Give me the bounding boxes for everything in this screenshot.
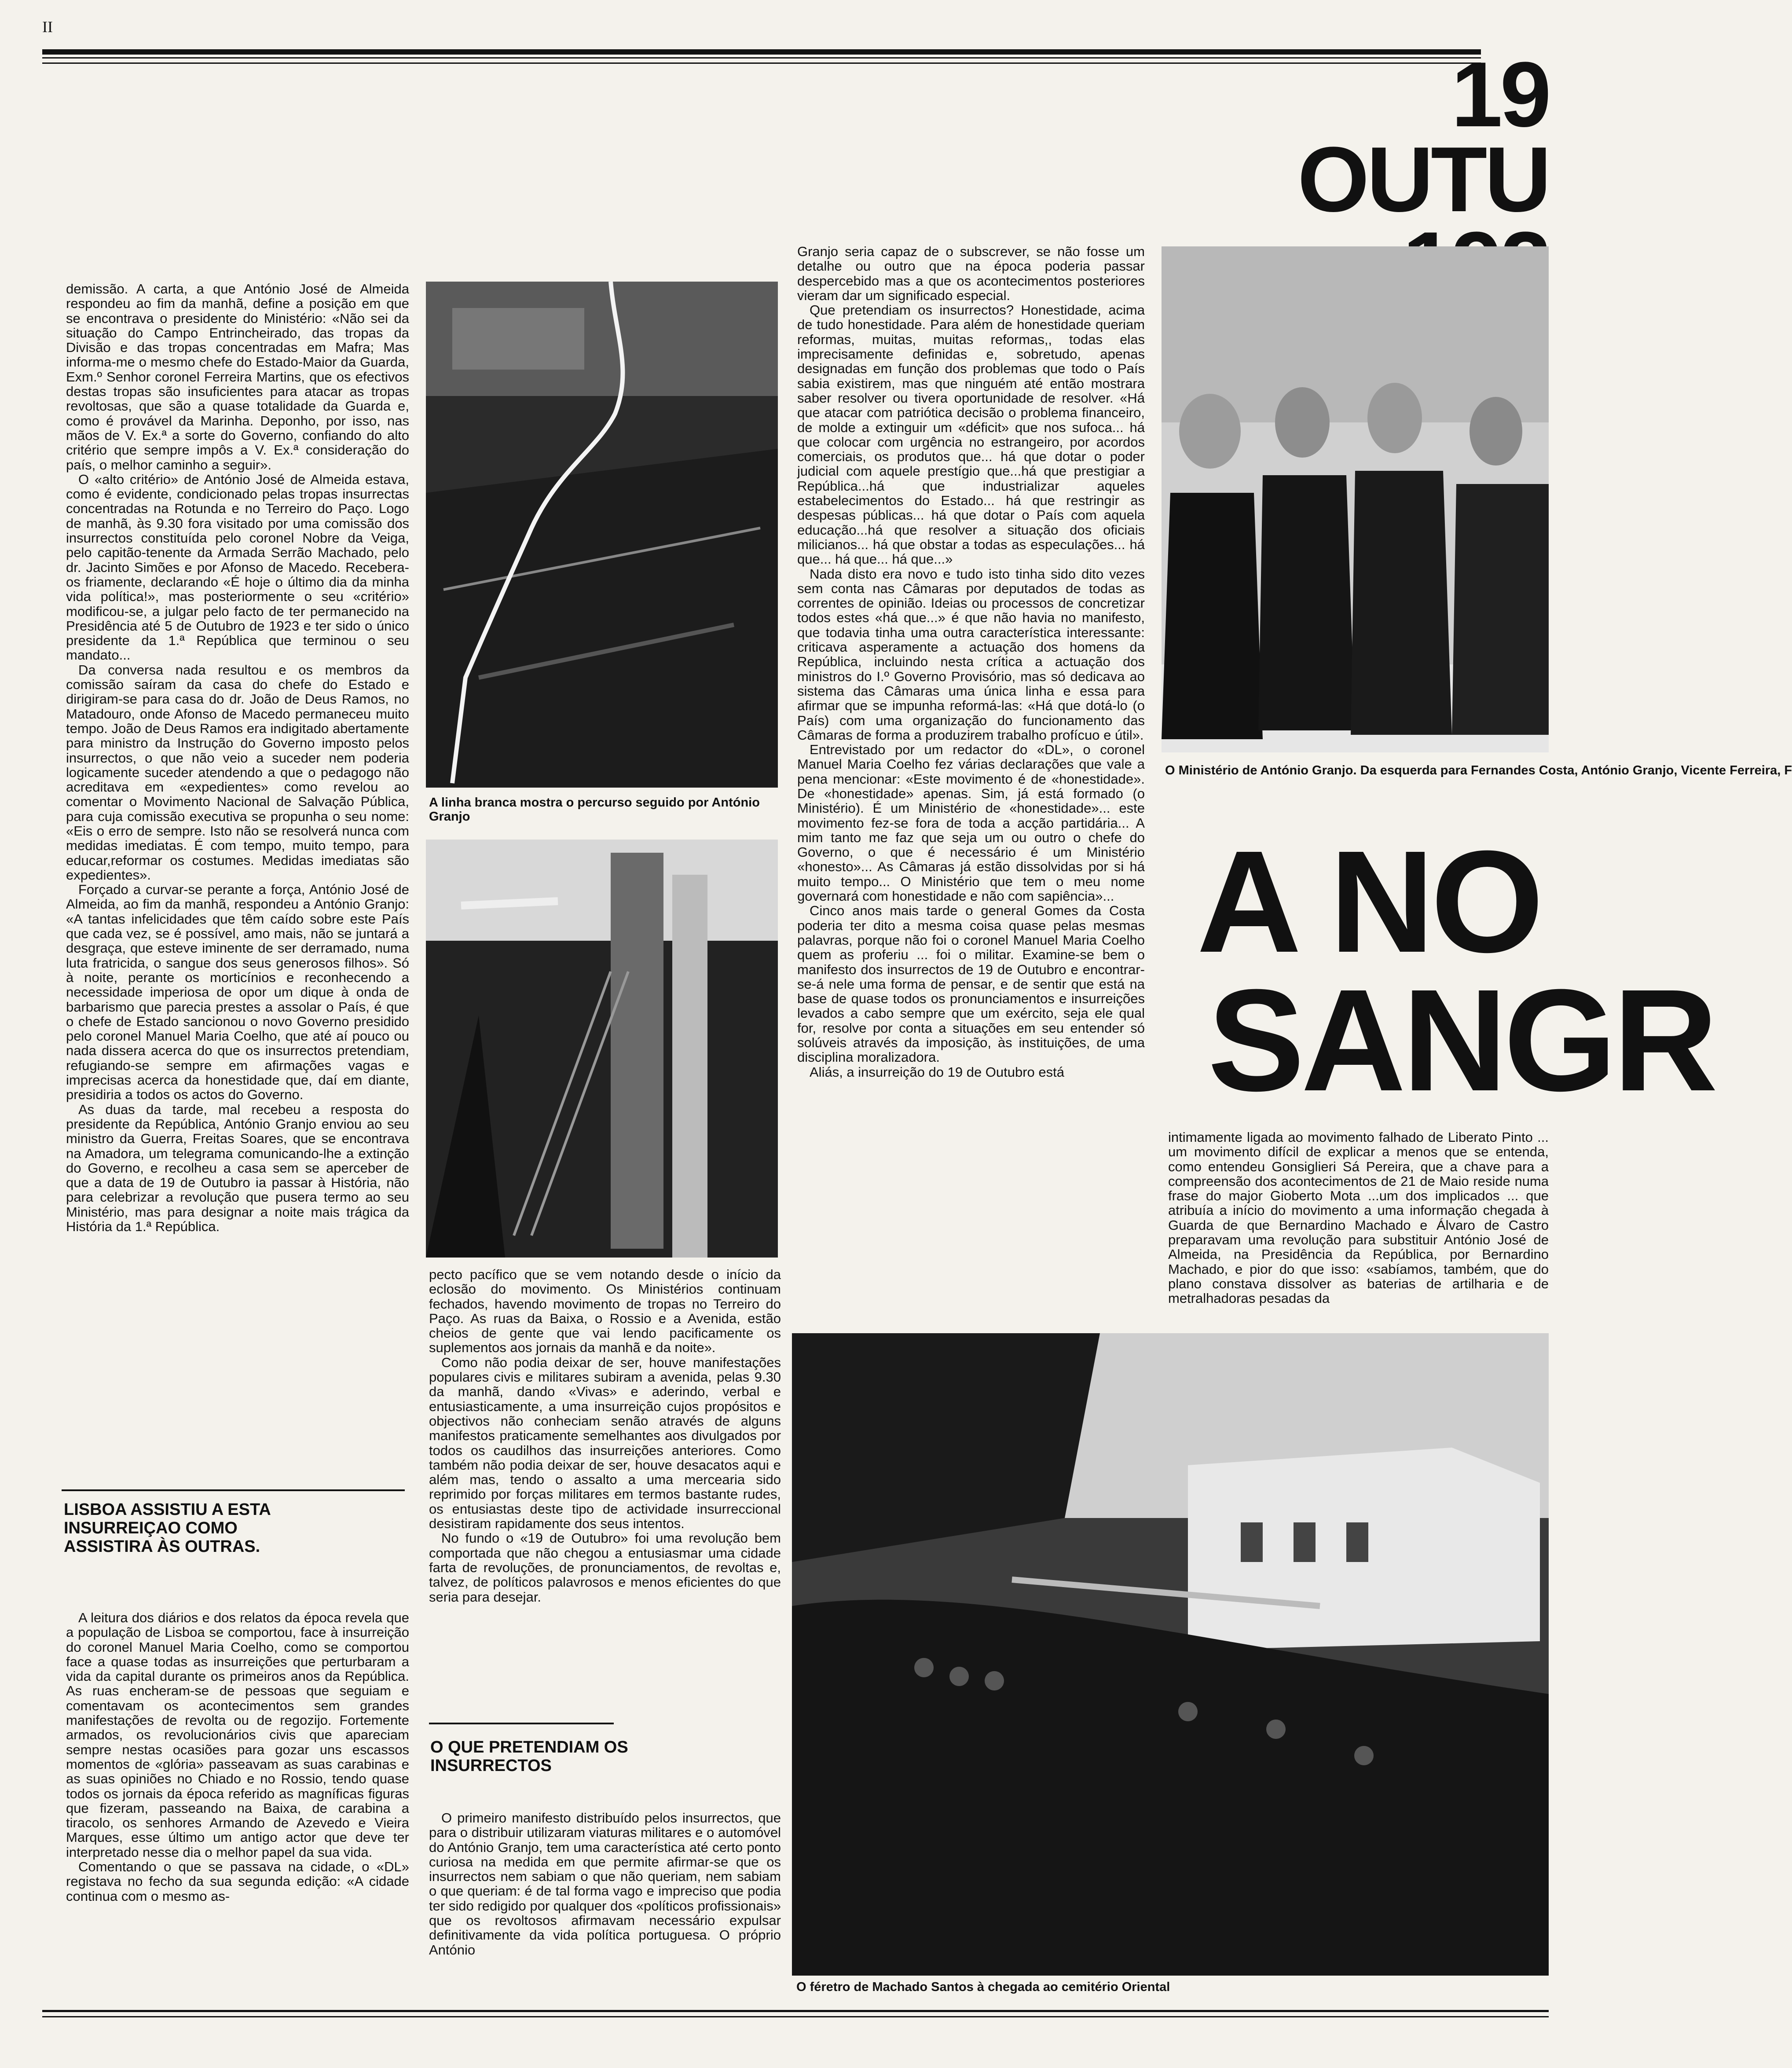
paragraph: A leitura dos diários e dos relatos da época revela que a população de Lisboa se comportou, face à insurreição do coronel Manuel Maria Coelho, como se comportou face a quase todas as insurreições que perturbaram a vida da capital durante os primeiros anos da República. As ruas encheram-se de pessoas que seguiam e comentavam os acontecimentos sem grandes manifestações de revolta ou de regozijo. Fortemente armados, os revolucionários civis que apareciam sempre nestas ocasiões para gozar uns escassos momentos de «glória» passeavam as suas carabinas e as suas opiniões no Chiado e no Rossio, tendo quase todos os jornais da época referido as magníficas figuras que fizeram, passeando na Baixa, de carabina a tiracolo, os senhores Armando de Azevedo e Vieira Marques, esse último um antigo actor que deve ter interpretado nesse dia o melhor papel da sua vida. <box>66 1610 409 1860</box>
caption-funeral: O féretro de Machado Santos à chegada ao cemitério Oriental <box>796 1980 1170 1994</box>
paragraph: Nada disto era novo e tudo isto tinha sido dito vezes sem conta nas Câmaras por deputados de todas as correntes de opinião. Ideias ou processos de concretizar todos estes «há que...» é que não havia no manifesto, que todavia tinha uma outra característica interessante: criticava asperamente a actuação dos homens da República, incluindo nesta crítica a actuação dos ministros do I.º Governo Provisório, mas só dedicava ao sistema das Câmaras uma única linha e essa para afirmar que se impunha reformá-las: «Há que dotá-lo (o País) com uma organização do funcionamento das Câmaras de forma a produzirem trabalho profícuo e útil». <box>797 566 1145 743</box>
bottom-rule <box>42 2010 1549 2012</box>
paragraph: demissão. A carta, a que António José de Almeida respondeu ao fim da manhã, define a posição em que se encontrava o presidente do Ministério: «Não sei da situação do Campo Entrincheirado, das tropas da Divisão e das tropas concentradas em Mafra; Mas informa-me o mesmo chefe do Estado-Maior da Guarda, Exm.º Senhor coronel Ferreira Martins, que os efectivos destas tropas são insuficientes para atacar as tropas revoltosas, que são a quase totalidade da Guarda e, como é provável da Marinha. Deponho, por isso, nas mãos de V. Ex.ª a sorte do Governo, confiando do alto critério que sempre impôs a V. Ex.ª consideração do país, o melhor caminho a seguir». <box>66 281 409 473</box>
paragraph: O primeiro manifesto distribuído pelos insurrectos, que para o distribuir utilizaram viaturas militares e o automóvel do António Granjo, tem uma característica até certo ponto curiosa na medida em que permite afirmar-se que os insurrectos nem sabiam o que não queriam, nem sabiam o que queriam: é de tal forma vago e impreciso que podia ter sido redigido por qualquer dos «políticos profissionais» que os revoltosos afirmavam necessário expulsar definitivamente da vida política portuguesa. O próprio António <box>429 1810 781 1958</box>
caption-route: A linha branca mostra o percurso seguido por António Granjo <box>429 796 760 824</box>
photo-funeral <box>792 1333 1549 1976</box>
paragraph: Comentando o que se passava na cidade, o «DL» registava no fecho da sua segunda edição: «A cidade continua com o mesmo as- <box>66 1859 409 1904</box>
photo-ministers <box>1162 246 1549 752</box>
column-2-text-b <box>429 1811 781 1998</box>
paragraph: O «alto critério» de António José de Almeida estava, como é evidente, condicionado pelas tropas insurrectas concentradas na Rotunda e no Terreiro do Paço. Logo de manhã, às 9.30 fora visitado por uma comissão dos insurrectos constituída pelo coronel Nobre da Veiga, pelo capitão-tenente da Armada Serrão Machado, pelo dr. Jacinto Simões e por Afonso de Macedo. Recebera-os friamente, declarando «É hoje o último dia da minha vida política!», mas posteriormente o seu «critério» modificou-se, a julgar pelo facto de ter permanecido na Presidência até 5 de Outubro de 1923 e ter sido o único presidente da 1.ª República que terminou o seu mandato... <box>66 471 409 663</box>
photo-stairway <box>426 840 778 1258</box>
paragraph: As duas da tarde, mal recebeu a resposta do presidente da República, António Granjo enviou ao seu ministro da Guerra, Freitas Soares, que se encontrava na Amadora, um telegrama comunicando-lhe a extinção do Governo, e recolheu a casa sem se aperceber de que a data de 19 de Outubro ia passar à História, não para celebrizar a revolução que pusera termo ao seu Ministério, mas para designar a noite mais trágica da História da 1.ª República. <box>66 1101 409 1234</box>
column-1-text-a <box>66 282 409 1333</box>
subhead-rule <box>429 1723 614 1724</box>
paragraph: Aliás, a insurreição do 19 de Outubro está <box>810 1064 1065 1080</box>
paragraph: Granjo seria capaz de o subscrever, se não fosse um detalhe ou outro que na época poderia passar despercebido mas a que os acontecimentos posteriores vieram dar um significado especial. <box>797 244 1145 303</box>
subhead-insurrectos: O QUE PRETENDIAM OS INSURRECTOS <box>430 1738 628 1775</box>
page-number: II <box>42 18 53 36</box>
paragraph: Forçado a curvar-se perante a força, António José de Almeida, ao fim da manhã, respondeu a António Granjo: «A tantas infelicidades que têm caído sobre este País que cada vez, se é possível, amo mais, não se juntará a desgraça, que esteve iminente de ser derramado, numa luta fratricida, o sangue dos seus generosos filhos». Só à noite, perante os morticínios e reconhecendo a necessidade imperiosa de opor um dique à onda de barbarismo que parecia prestes a assolar o País, é que o chefe de Estado sancionou o novo Governo presidido pelo coronel Manuel Maria Coelho, que até aí pouco ou nada dissera acerca do que os insurrectos pretendiam, refugiando-se sempre em afirmações vagas e imprecisas acerca da honestidade que, daí em diante, presidiria a todos os actos do Governo. <box>66 882 409 1103</box>
headline-line-1: 19 <box>1451 43 1549 146</box>
caption-ministers: O Ministério de António Granjo. Da esquerda para Fernandes Costa, António Granjo, Vicente Ferreira, F <box>1165 763 1792 777</box>
paragraph: Entrevistado por um redactor do «DL», o coronel Manuel Maria Coelho fez várias declarações que vale a pena mencionar: «Este movimento é de «honestidade». De «honestidade» apenas. Sim, já está formado (o Ministério). É um Ministério de «honestidade»... este movimento fez-se fora de toda a acção partidária... A mim tanto me faz que seja um ou outro o chefe do Governo, o que é necessário é um Ministério «honesto»... As Câmaras já estão dissolvidas por si há muito tempo... O Ministério que tem o meu nome governará com honestidade e não com sapiência»... <box>797 742 1145 904</box>
paragraph: Da conversa nada resultou e os membros da comissão saíram da casa do chefe do Estado e dirigiram-se para casa do dr. João de Deus Ramos, no Matadouro, onde Afonso de Macedo permaneceu muito tempo. João de Deus Ramos era indigitado abertamente para ministro da Instrução do Governo imposto pelos insurrectos, o que não veio a suceder nem poderia logicamente suceder atendendo a que o pedagogo não acreditava em «expedientes» como revelou ao comentar o Movimento Nacional de Salvação Pública, para cuja comissão executiva se propunha o seu nome: «Eis o erro de sempre. Isto não se resolverá nunca com medidas imediatas. É com tempo, muito tempo, para educar,reformar os costumes. Medidas imediatas são expedientes». <box>66 662 409 883</box>
bottom-rule-2 <box>42 2016 1549 2017</box>
title-line-2: SANGR <box>1208 959 1715 1121</box>
column-2-text-a <box>429 1267 781 1870</box>
paragraph: Que pretendiam os insurrectos? Honestidade, acima de tudo honestidade. Para além de honestidade queriam reformas, muitas, muitas reformas,, todas elas imprecisamente definidas e, sobretudo, apenas designadas em função dos problemas que todo o País sabia existirem, mas que ninguém até então mostrara saber resolver ou tivera oportunidade de resolver. «Há que atacar com patriótica decisão o problema financeiro, de molde a extinguir um «déficit» que nos sufoca... há que colocar com urgência no estrangeiro, por acordos comerciais, os produtos que... há que dotar o poder judicial com aquele prestígio que...há que prestigiar a República...há que industrializar aqueles estabelecimentos do Estado... há que restringir as despesas públicas... há que dotar o País com aquela educação...há que resolver a situação dos oficiais milicianos... há que obstar a todas as especulações... há que... há que... há que...» <box>797 302 1145 567</box>
column-3-text <box>797 244 1145 1388</box>
paragraph: intimamente ligada ao movimento falhado de Liberato Pinto ... um movimento difícil de explicar a menos que se entenda, como entendeu Gonsiglieri Sá Pereira, que a chave para a compreensão dos acontecimentos de 21 de Maio reside numa frase do major Gioberto Mota ...um dos implicados ... que atribuía a início do movimento a uma informação chegada à Guarda de que Bernardino Machado e Álvaro de Castro preparavam uma revolução para substituir António José de Almeida, na Presidência da República, por Bernardino Machado, e pior do que isso: «sabíamos, também, que do plano constava dissolver as baterias de artilharia e de metralhadoras pesadas da <box>1168 1129 1549 1306</box>
paragraph: Como não podia deixar de ser, houve manifestações populares civis e militares subiram a avenida, pelas 9.30 da manhã, dando «Vivas» e aderindo, verbal e entusiasticamente, a uma insurreição cujos propósitos e objectivos não conheciam senão através de alguns manifestos praticamente semelhantes aos divulgados por todos os caudilhos das insurreições anteriores. Como também não podia deixar de ser, houve desacatos aqui e além mas, tendo o assalto a uma mercearia sido reprimido por forças militares em termos bastante rudes, os entusiastas deste tipo de actividade insurreccional desistiram rapidamente dos seus intentos. <box>429 1354 781 1532</box>
subhead-lisboa: LISBOA ASSISTIU A ESTA INSURREIÇAO COMO ASSISTIRA ÀS OUTRAS. <box>64 1500 271 1556</box>
paragraph: Cinco anos mais tarde o general Gomes da Costa poderia ter dito a mesma coisa quase pelas mesmas palavras, porque não foi o coronel Manuel Maria Coelho quem as proferiu ... foi o militar. Examine-se bem o manifesto dos insurrectos de 19 de Outubro e encontrar-se-á nele uma forma de pensar, e de sentir que está na base de quase todos os pronunciamentos e insurreições levados a cabo sempre que um exército, seja ele qual for, resolve por conta a situações em seu entender só solúveis através da imposição, às instituições, de uma disciplina moralizadora. <box>797 903 1145 1065</box>
paragraph: pecto pacífico que se vem notando desde o início da eclosão do movimento. Os Ministérios continuam fechados, havendo movimento de tropas no Terreiro do Paço. As ruas da Baixa, o Rossio e a Avenida, estão cheios de gente que vai lendo pacificamente os suplementos aos jornais da manhã e da noite». <box>429 1267 781 1356</box>
paragraph: No fundo o «19 de Outubro» foi uma revolução bem comportada que não chegou a entusiasmar uma cidade farta de revoluções, de pronunciamentos, de revoltas e, talvez, de políticos palavrosos e menos eficientes do que seria para desejar. <box>429 1530 781 1605</box>
column-4-text <box>1168 1130 1549 1306</box>
subhead-rule <box>62 1489 405 1491</box>
headline-line-2: OUTU <box>1297 128 1549 231</box>
photo-building-route <box>426 282 778 788</box>
column-1-text-b <box>66 1610 409 1998</box>
title-line-1: A NO <box>1197 820 1540 983</box>
